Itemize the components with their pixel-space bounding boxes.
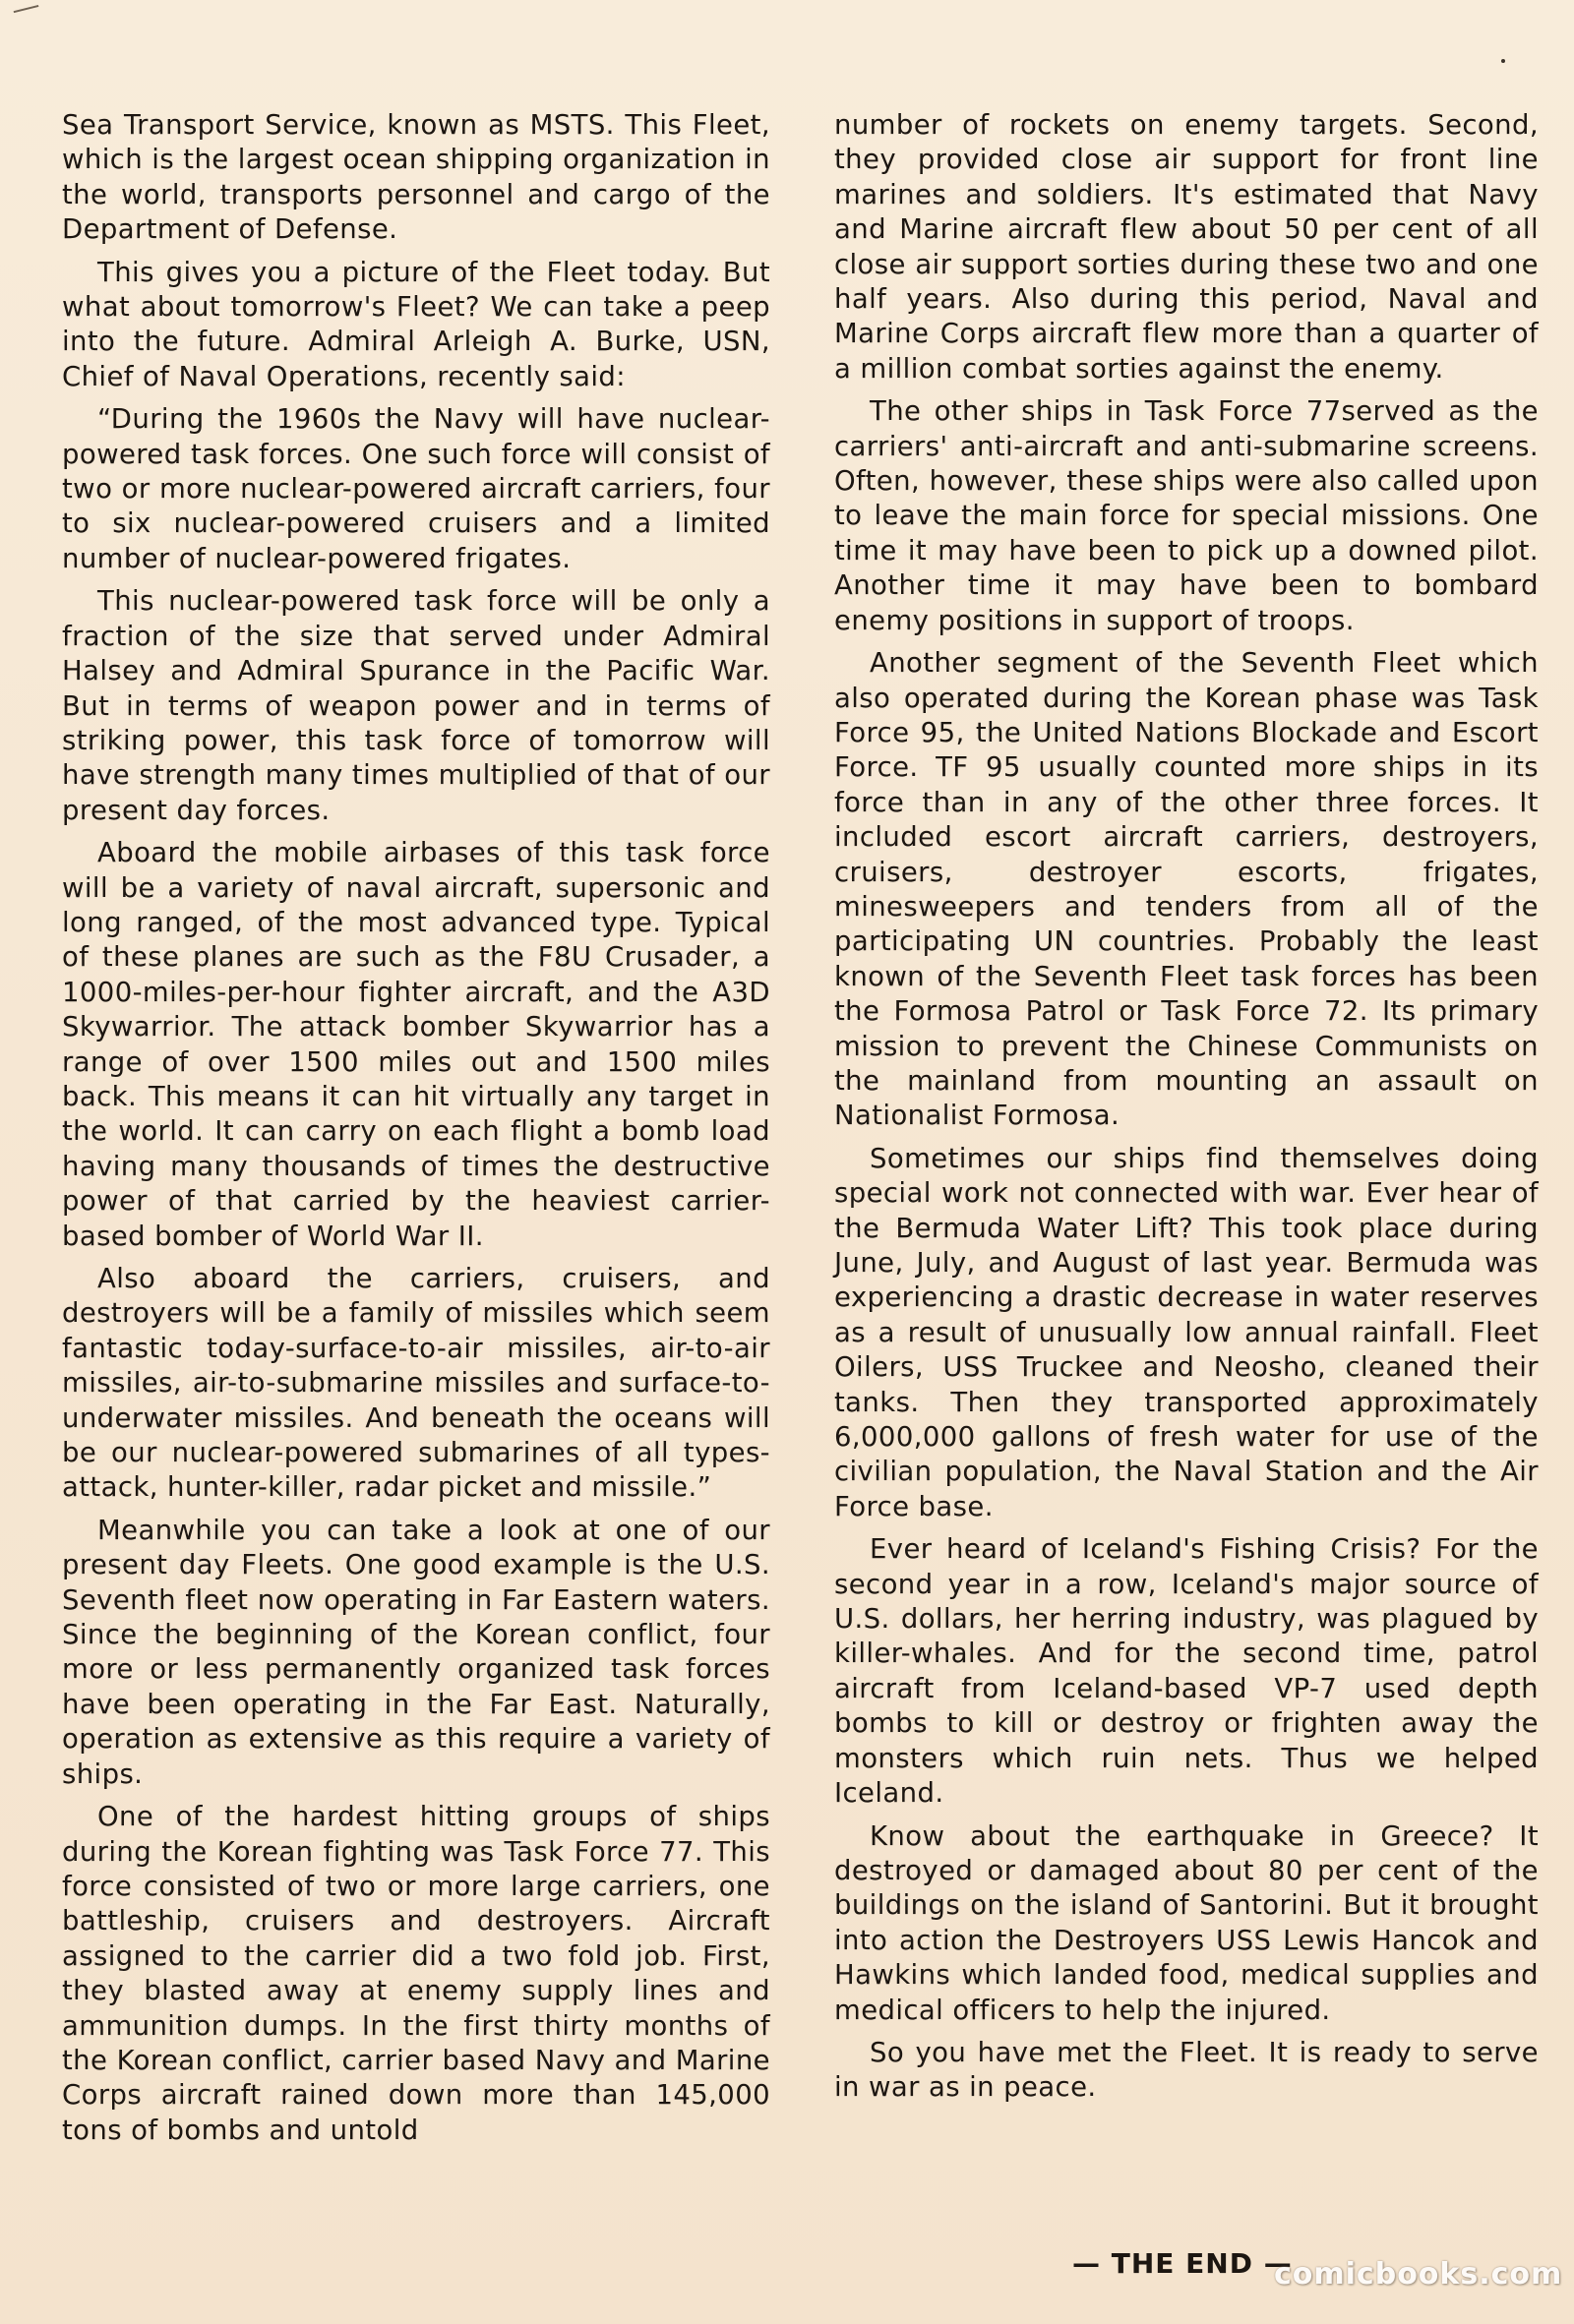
paragraph: Another segment of the Seventh Fleet which also operated during the Korean phase was Task Force 95, the United Nations Blockade and Escort Force. TF 95 usually counted more ships in its force than in any of the other three forces. It included escort aircraft carriers, destroyers, cruisers, destroyer escorts, frigates, minesweepers and tenders from all of the participating UN countries. Probably the least known of the Seventh Fleet task forces has been the Formosa Patrol or Task Force 72. Its primary mission to prevent the Chinese Communists on the mainland from mounting an assault on Nationalist Formosa.	[834, 647, 1539, 1132]
paragraph: Also aboard the carriers, cruisers, and destroyers will be a family of missiles which seem fantastic today-surface-to-air missiles, air-to-air missiles, air-to-submarine missiles and surface-to-underwater missiles. And beneath the oceans will be our nuclear-powered submarines of all types-attack, hunter-killer, radar picket and missile.”	[62, 1263, 770, 1504]
paragraph: So you have met the Fleet. It is ready to serve in war as in peace.	[834, 2036, 1539, 2104]
paragraph: Ever heard of Iceland's Fishing Crisis? For the second year in a row, Iceland's major source of U.S. dollars, her herring industry, was plagued by killer-whales. And for the second time, patrol aircraft from Iceland-based VP-7 used depth bombs to kill or destroy or frighten away the monsters which ruin nets. Thus we helped Iceland.	[834, 1533, 1539, 1810]
paragraph: One of the hardest hitting groups of ships during the Korean fighting was Task Force 77. This force consisted of two or more large carriers, one battleship, cruisers and destroyers. Aircraft assigned to the carrier did a two fold job. First, they blasted away at enemy supply lines and ammunition dumps. In the first thirty months of the Korean conflict, carrier based Navy and Marine Corps aircraft rained down more than 145,000 tons of bombs and untold	[62, 1801, 770, 2146]
paragraph: Sometimes our ships find themselves doing special work not connected with war. Ever hear of the Bermuda Water Lift? This took place during June, July, and August of last year. Bermuda was experiencing a drastic decrease in water reserves as a result of unusually low annual rainfall. Fleet Oilers, USS Truckee and Neosho, cleaned their tanks. Then they transported approximately 6,000,000 gallons of fresh water for use of the civilian population, the Naval Station and the Air Force base.	[834, 1142, 1539, 1522]
paragraph: number of rockets on enemy targets. Second, they provided close air support for front line marines and soldiers. It's estimated that Navy and Marine aircraft flew about 50 per cent of all close air support sorties during these two and one half years. Also during this period, Naval and Marine Corps aircraft flew more than a quarter of a million combat sorties against the enemy.	[834, 109, 1539, 385]
corner-pen-mark	[14, 5, 40, 17]
paragraph: Aboard the mobile airbases of this task force will be a variety of naval aircraft, supersonic and long ranged, of the most advanced type. Typical of these planes are such as the F8U Crusader, a 1000-miles-per-hour fighter aircraft, and the A3D Skywarrior. The attack bomber Skywarrior has a range of over 1500 miles out and 1500 miles back. This means it can hit virtually any target in the world. It can carry on each flight a bomb load having many thousands of times the destructive power of that carried by the heaviest carrier-based bomber of World War II.	[62, 837, 770, 1252]
paragraph: Sea Transport Service, known as MSTS. This Fleet, which is the largest ocean shipping organization in the world, transports personnel and cargo of the Department of Defense.	[62, 109, 770, 246]
paragraph: This gives you a picture of the Fleet today. But what about tomorrow's Fleet? We can take a peep into the future. Admiral Arleigh A. Burke, USN, Chief of Naval Operations, recently said:	[62, 256, 770, 392]
paragraph: This nuclear-powered task force will be only a fraction of the size that served under Admiral Halsey and Admiral Spurance in the Pacific War. But in terms of weapon power and in terms of striking power, this task force of tomorrow will have strength many times multiplied of that of our present day forces.	[62, 585, 770, 826]
site-watermark: comicbooks.com	[1274, 2257, 1563, 2292]
paragraph: Know about the earthquake in Greece? It destroyed or damaged about 80 per cent of the buildings on the island of Santorini. But it brought into action the Destroyers USS Lewis Hancok and Hawkins which landed food, medical supplies and medical officers to help the injured.	[834, 1819, 1539, 2026]
paragraph: The other ships in Task Force 77served as the carriers' anti-aircraft and anti-submarine screens. Often, however, these ships were also called upon to leave the main force for special missions. One time it may have been to pick up a downed pilot. Another time it may have been to bombard enemy positions in support of troops.	[834, 395, 1539, 636]
paragraph: Meanwhile you can take a look at one of our present day Fleets. One good example is the U.S. Seventh fleet now operating in Far Eastern waters. Since the beginning of the Korean conflict, four more or less permanently organized task forces have been operating in the Far East. Naturally, operation as extensive as this require a variety of ships.	[62, 1514, 770, 1790]
left-text-column	[62, 108, 770, 2156]
right-text-column	[834, 108, 1539, 2114]
paragraph: “During the 1960s the Navy will have nuclear-powered task forces. One such force will consist of two or more nuclear-powered aircraft carriers, four to six nuclear-powered cruisers and a limited number of nuclear-powered frigates.	[62, 403, 770, 574]
ink-dot	[1501, 59, 1505, 63]
the-end-marker: — THE END —	[1072, 2247, 1293, 2280]
